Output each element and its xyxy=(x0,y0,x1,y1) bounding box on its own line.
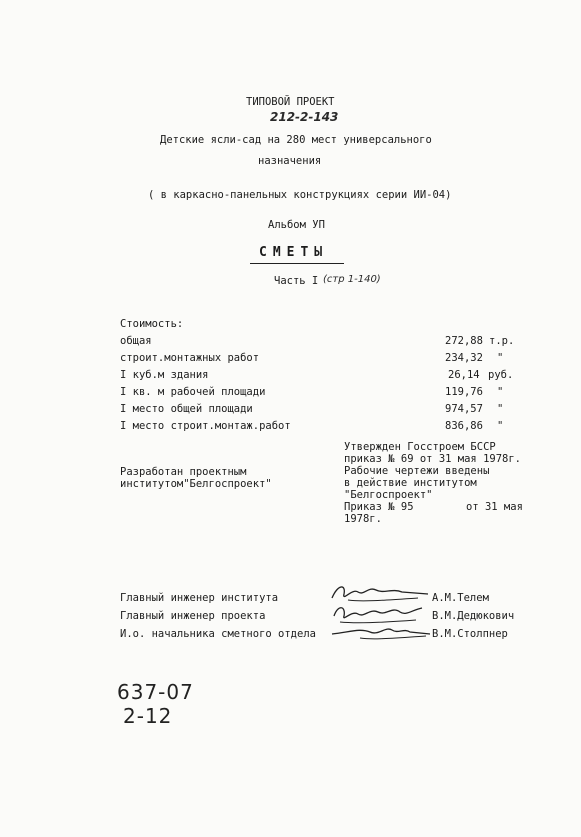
cost-value: 974,57 xyxy=(445,403,483,415)
title-line-1: Детские ясли-сад на 280 мест универсального xyxy=(160,134,432,146)
signature-role: Главный инженер проекта xyxy=(120,610,266,622)
approval-line-6b: от 31 мая xyxy=(466,501,523,513)
cost-label: I куб.м здания xyxy=(120,369,209,381)
approval-line-7: 1978г. xyxy=(344,513,382,525)
approval-line-2: приказ № 69 от 31 мая 1978г. xyxy=(344,453,522,465)
archive-number-line-1: 637-07 xyxy=(117,680,194,704)
approval-line-6a: Приказ № 95 xyxy=(344,501,414,513)
signature-role: Главный инженер института xyxy=(120,592,279,604)
cost-label: общая xyxy=(120,335,152,347)
signature-name: А.М.Телем xyxy=(432,592,489,604)
archive-number-line-2: 2-12 xyxy=(123,704,173,728)
cost-value: 119,76 xyxy=(445,386,483,398)
cost-unit: " xyxy=(497,403,504,415)
cost-value: 26,14 xyxy=(448,369,480,381)
approval-line-4: в действие институтом xyxy=(344,477,477,489)
section-title: СМЕТЫ xyxy=(259,245,329,260)
approval-line-1: Утвержден Госстроем БССР xyxy=(344,441,496,453)
construction-series: ( в каркасно-панельных конструкциях серии ИИ-04) xyxy=(148,189,452,201)
section-underline xyxy=(250,263,344,264)
approval-line-5: "Белгоспроект" xyxy=(344,489,433,501)
signature-role: И.о. начальника сметного отдела xyxy=(120,628,316,640)
project-type: ТИПОВОЙ ПРОЕКТ xyxy=(246,96,335,108)
developer-line-2: институтом"Белгоспроект" xyxy=(120,478,272,490)
cost-unit: " xyxy=(497,352,504,364)
signature-name: В.М.Столпнер xyxy=(432,628,508,640)
cost-label: I место строит.монтаж.работ xyxy=(120,420,291,432)
signature-scribble-3 xyxy=(330,620,434,646)
part-pages: (стр 1-140) xyxy=(323,274,381,285)
approval-line-3: Рабочие чертежи введены xyxy=(344,465,490,477)
title-line-2: назначения xyxy=(258,155,322,167)
cost-value: 836,86 xyxy=(445,420,483,432)
cost-unit: руб. xyxy=(488,369,514,381)
project-number: 212-2-143 xyxy=(270,110,339,124)
cost-unit: " xyxy=(497,420,504,432)
cost-label: I место общей площади xyxy=(120,403,253,415)
cost-label: I кв. м рабочей площади xyxy=(120,386,266,398)
cost-unit: " xyxy=(497,386,504,398)
developer-line-1: Разработан проектным xyxy=(120,466,247,478)
cost-value: 234,32 xyxy=(445,352,483,364)
costs-heading: Стоимость: xyxy=(120,318,184,330)
cost-unit: т.р. xyxy=(489,335,515,347)
cost-value: 272,88 xyxy=(445,335,483,347)
album-number: Альбом УП xyxy=(268,219,325,231)
signature-name: В.М.Дедюкович xyxy=(432,610,515,622)
cost-label: строит.монтажных работ xyxy=(120,352,260,364)
part-label: Часть I xyxy=(274,275,319,287)
